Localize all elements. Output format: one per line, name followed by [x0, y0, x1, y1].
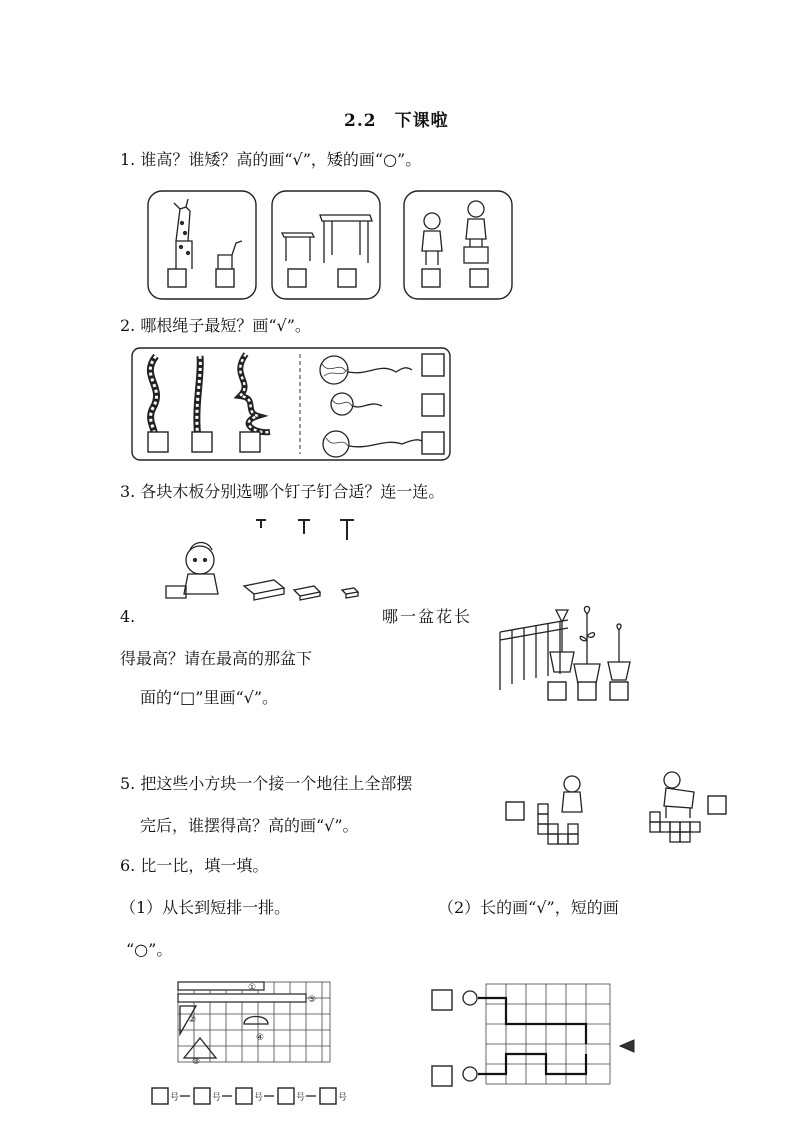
question-2-text: 2. 哪根绳子最短？画“√”。: [120, 316, 311, 335]
question-6-sub-2-cont: “○”。: [126, 940, 173, 959]
svg-text:号: 号: [170, 1093, 180, 1103]
question-4-text-3: 面的“□”里画“√”。: [140, 688, 279, 707]
giraffe-deer-panel: [148, 191, 256, 299]
svg-text:号: 号: [212, 1093, 222, 1103]
question-5-text-2: 完后，谁摆得高？高的画“√”。: [140, 816, 359, 835]
question-6-sub-1: （1）从长到短排一排。: [120, 898, 291, 917]
q5-cubes-figure: [502, 768, 736, 852]
circle-label-5: ⑤: [308, 995, 317, 1005]
circle-label-4: ④: [256, 1033, 265, 1043]
q6-grid-figure-right: [430, 978, 642, 1096]
circle-label-1: ①: [248, 983, 257, 993]
page-title: 2.2 下课啦: [344, 111, 449, 131]
q3-nails-boards-figure: [160, 514, 380, 606]
q4-flowers-figure: [498, 600, 642, 704]
q1-figures: [146, 189, 516, 301]
tables-panel: [272, 191, 380, 299]
q2-ropes-figure: [130, 346, 452, 462]
question-3-text: 3. 各块木板分别选哪个钉子钉合适？连一连。: [120, 482, 445, 501]
svg-text:号: 号: [254, 1093, 264, 1103]
circle-label-3: ③: [192, 1057, 201, 1067]
question-6-text: 6. 比一比，填一填。: [120, 856, 269, 875]
question-4-text-2: 得最高？请在最高的那盆下: [120, 649, 313, 668]
question-1-text: 1. 谁高？谁矮？高的画“√”，矮的画“○”。: [120, 150, 422, 169]
question-5-text-1: 5. 把这些小方块一个接一个地往上全部摆: [120, 774, 413, 793]
question-4-text-1: 哪一盆花长: [382, 607, 473, 626]
q6-grid-figure-left: [148, 978, 354, 1112]
circle-label-2: ②: [188, 1015, 197, 1025]
question-4-number: 4.: [120, 607, 136, 626]
children-panel: [404, 191, 512, 299]
svg-text:号: 号: [338, 1093, 348, 1103]
svg-text:号: 号: [296, 1093, 306, 1103]
question-6-sub-2: （2）长的画“√”，短的画: [438, 898, 619, 917]
